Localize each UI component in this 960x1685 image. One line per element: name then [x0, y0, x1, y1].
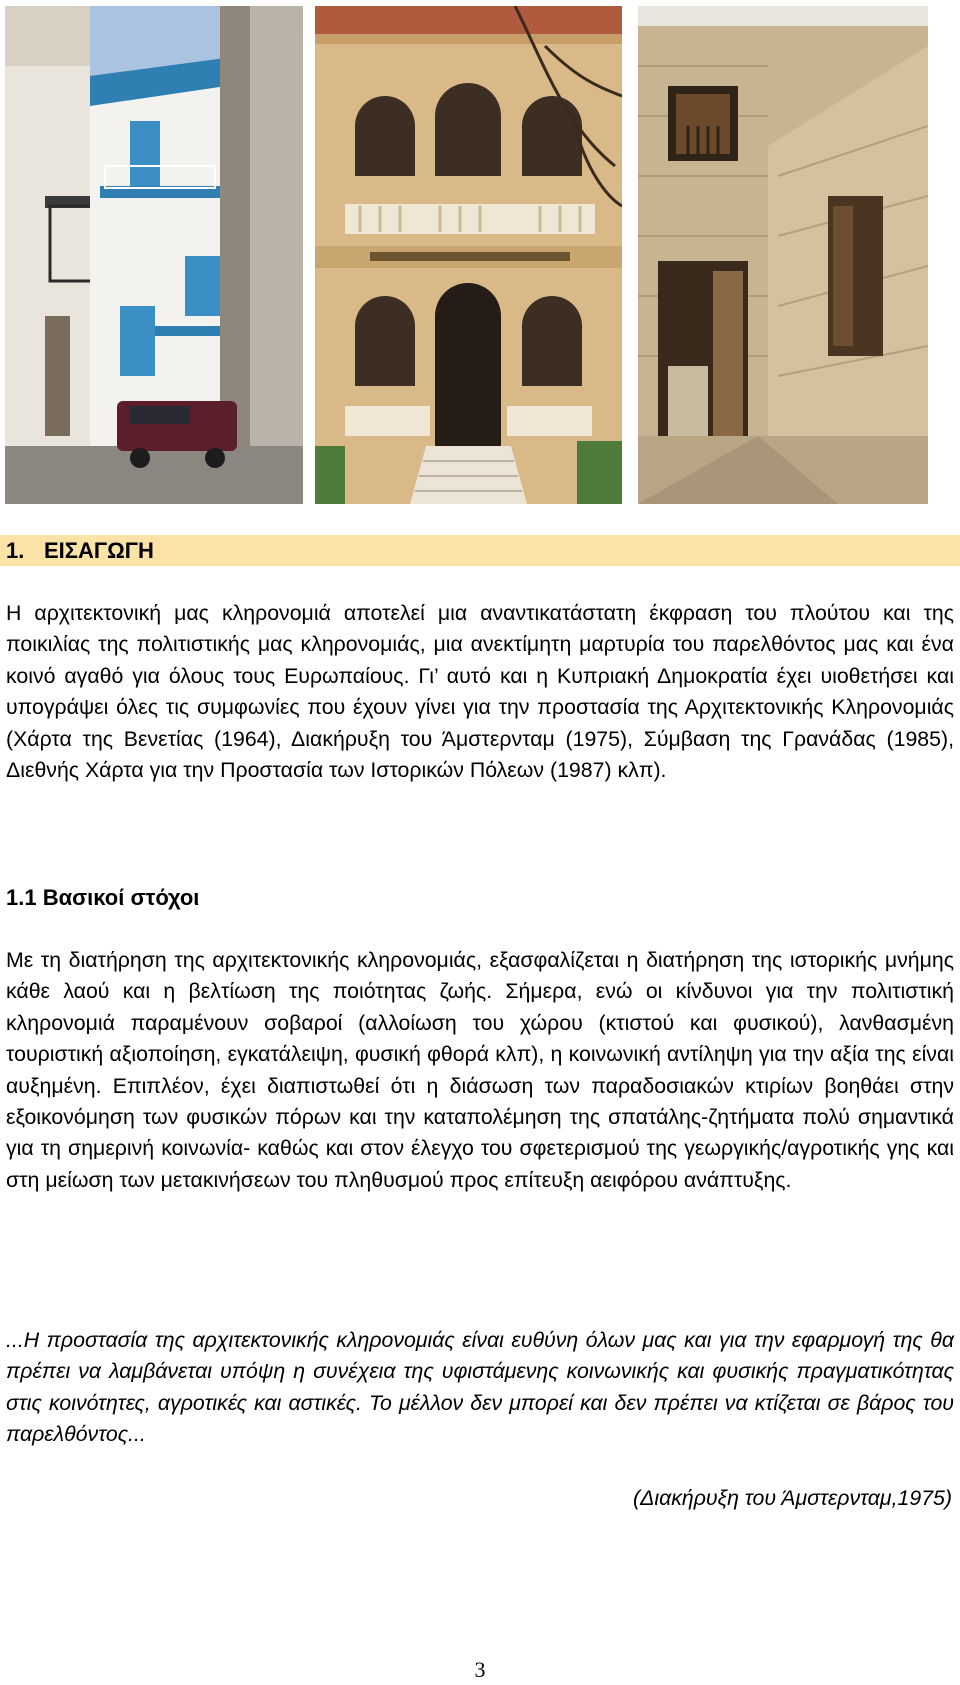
quote-paragraph: ...Η προστασία της αρχιτεκτονικής κληρονομιάς είναι ευθύνη όλων μας και για την εφαρμογή της θα πρέπει να λαμβάνεται υπόψη η συνέχεια της υφιστάμενης κοινωνικής και φυσικής πραγματικότητας στις κοινότητες, αγροτικές και αστικές. Το μέλλον δεν μπορεί και δεν πρέπει να κτίζεται σε βάρος του παρελθόντος...	[6, 1328, 954, 1447]
photo-neoclassical-building	[315, 6, 622, 504]
section-heading	[0, 535, 960, 566]
section-number: 1.	[6, 538, 25, 563]
photo-stone-house	[638, 6, 928, 504]
quote-citation: (Διακήρυξη του Άμστερνταμ,1975)	[633, 1486, 952, 1510]
subsection-title: 1.1 Βασικοί στόχοι	[6, 885, 200, 910]
photo-traditional-street	[5, 6, 303, 504]
page-number: 3	[474, 1657, 486, 1682]
intro-paragraph: Η αρχιτεκτονική μας κληρονομιά αποτελεί μια αναντικατάστατη έκφραση του πλούτου και της ποικιλίας της πολιτιστικής μας κληρονομιάς, μια ανεκτίμητη μαρτυρία του παρελθόντος μας και ένα κοινό αγαθό για όλους τους Ευρωπαίους. Γι’ αυτό και η Κυπριακή Δημοκρατία έχει υιοθετήσει και υπογράψει όλες τις συμφωνίες που έχουν γίνει για την προστασία της Αρχιτεκτονικής Κληρονομιάς (Χάρτα της Βενετίας (1964), Διακήρυξη του Άμστερνταμ (1975), Σύμβαση της Γρανάδας (1985), Διεθνής Χάρτα για την Προστασία των Ιστορικών Πόλεων (1987) κλπ).	[6, 601, 954, 783]
goals-paragraph: Με τη διατήρηση της αρχιτεκτονικής κληρονομιάς, εξασφαλίζεται η διατήρηση της ιστορικής μνήμης κάθε λαού και η βελτίωση της ποιότητας ζωής. Σήμερα, ενώ οι κίνδυνοι για την πολιτιστική κληρονομιά παραμένουν σοβαροί (αλλοίωση του χώρου (κτιστού και φυσικού), λανθασμένη τουριστική αξιοποίηση, εγκατάλειψη, φυσική φθορά κλπ), η κοινωνική αντίληψη για την αξία της είναι αυξημένη. Επιπλέον, έχει διαπιστωθεί ότι η διάσωση των παραδοσιακών κτιρίων βοηθάει στην εξοικονόμηση των φυσικών πόρων και την καταπολέμηση της σπατάλης-ζητήματα πολύ σημαντικά για τη σημερινή κοινωνία- καθώς και στον έλεγχο του σφετερισμού της γεωργικής/αγροτικής γης και στη μείωση των μετακινήσεων του πληθυσμού προς επίτευξη αειφόρου ανάπτυξης.	[6, 948, 954, 1192]
photo-strip	[0, 6, 960, 504]
section-title: ΕΙΣΑΓΩΓΗ	[44, 538, 154, 563]
